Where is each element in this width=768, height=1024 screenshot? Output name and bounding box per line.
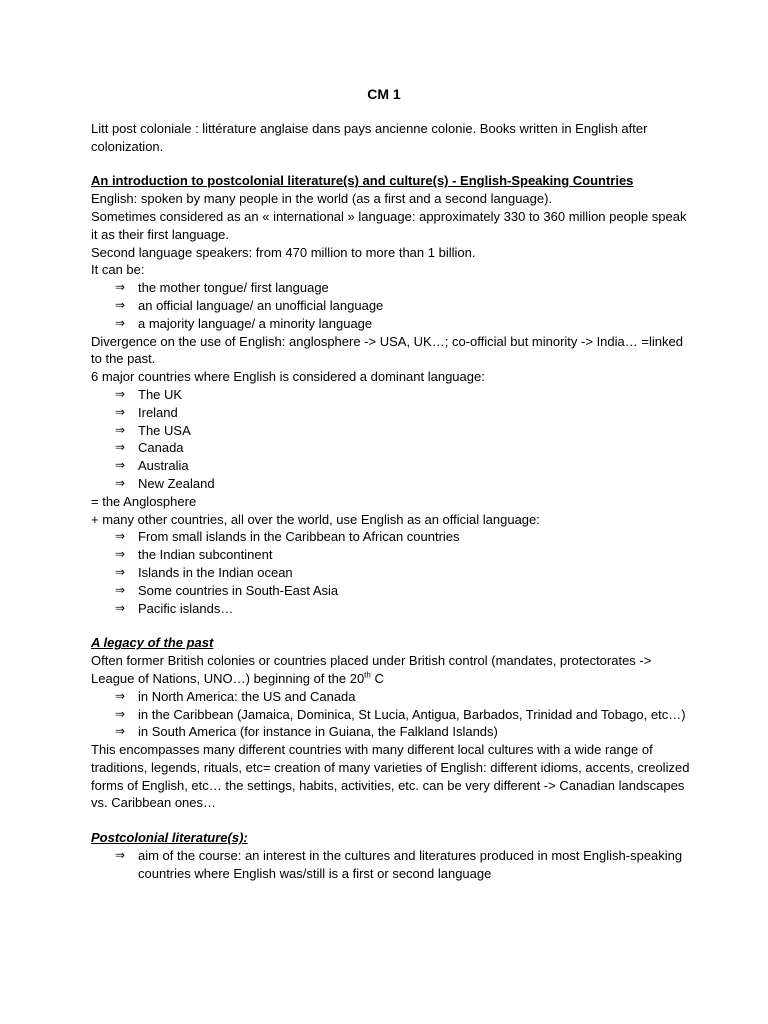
paragraph-line: Sometimes considered as an « international » language: approximately 330 to 360 million people speak it as their first language. <box>91 208 687 242</box>
list-other-countries <box>91 528 691 617</box>
list-item: ⇒ From small islands in the Caribbean to African countries <box>115 529 460 545</box>
arrow-icon: ⇒ <box>115 706 126 721</box>
paragraph-line: + many other countries, all over the world, use English as an official language: <box>91 511 540 527</box>
arrow-icon: ⇒ <box>115 688 126 703</box>
paragraph-line: = the Anglosphere <box>91 493 197 509</box>
list-item: ⇒ Pacific islands… <box>115 600 234 616</box>
arrow-icon: ⇒ <box>115 475 126 490</box>
paragraph-line: Second language speakers: from 470 million to more than 1 billion. <box>91 244 476 260</box>
list-item: ⇒ in South America (for instance in Guiana, the Falkland Islands) <box>115 724 498 740</box>
list-countries <box>91 386 691 493</box>
section-heading-introduction: An introduction to postcolonial literature(s) and culture(s) - English-Speaking Countries <box>91 173 634 189</box>
list-item: ⇒ Canada <box>115 440 184 456</box>
list-item: ⇒ The UK <box>115 386 183 402</box>
section-heading-legacy: A legacy of the past <box>91 635 214 651</box>
arrow-icon: ⇒ <box>115 564 126 579</box>
paragraph-line: Often former British colonies or countries placed under British control (mandates, protectorates -> League of Nations, UNO…) beginning of the 20th C <box>91 653 652 686</box>
list-item: ⇒ The USA <box>115 422 191 438</box>
list-regions <box>91 688 691 741</box>
arrow-icon: ⇒ <box>115 600 126 615</box>
list-item: ⇒ Ireland <box>115 404 178 420</box>
list-item: ⇒ New Zealand <box>115 475 215 491</box>
arrow-icon: ⇒ <box>115 529 126 544</box>
arrow-icon: ⇒ <box>115 404 126 419</box>
list-item: ⇒ Australia <box>115 458 189 474</box>
page-title: CM 1 <box>367 86 401 102</box>
list-item: ⇒ Islands in the Indian ocean <box>115 564 293 580</box>
list-postcolonial <box>91 847 691 883</box>
arrow-icon: ⇒ <box>115 422 126 437</box>
arrow-icon: ⇒ <box>115 458 126 473</box>
list-item: ⇒ Some countries in South-East Asia <box>115 582 339 598</box>
paragraph-line: This encompasses many different countries with many different local cultures with a wide range of traditions, legends, rituals, etc= creation of many varieties of English: different idioms, accents, creolized forms of English, etc… the settings, habits, activities, etc. can be very different -> Canadian landscapes vs. Caribbean ones… <box>91 742 690 811</box>
list-item: ⇒ in the Caribbean (Jamaica, Dominica, St Lucia, Antigua, Barbados, Trinidad and Tobago, etc…) <box>115 706 686 722</box>
arrow-icon: ⇒ <box>115 280 126 295</box>
arrow-icon: ⇒ <box>115 440 126 455</box>
paragraph-line: English: spoken by many people in the world (as a first and a second language). <box>91 191 553 207</box>
arrow-icon: ⇒ <box>115 386 126 401</box>
arrow-icon: ⇒ <box>115 547 126 562</box>
list-item: ⇒ a majority language/ a minority language <box>115 315 373 331</box>
paragraph-line: It can be: <box>91 262 145 278</box>
paragraph-line: 6 major countries where English is considered a dominant language: <box>91 369 485 385</box>
list-item: ⇒ the mother tongue/ first language <box>115 280 329 296</box>
list-can-be <box>91 279 691 332</box>
list-item: ⇒ the Indian subcontinent <box>115 547 273 563</box>
arrow-icon: ⇒ <box>115 582 126 597</box>
arrow-icon: ⇒ <box>115 297 126 312</box>
arrow-icon: ⇒ <box>115 724 126 739</box>
arrow-icon: ⇒ <box>115 315 126 330</box>
list-item: ⇒ in North America: the US and Canada <box>115 688 356 704</box>
intro-paragraph: Litt post coloniale : littérature anglaise dans pays ancienne colonie. Books written in English after colonization. <box>91 120 648 154</box>
list-item: ⇒ aim of the course: an interest in the cultures and literatures produced in most English-speaking countries where English was/still is a first or second language <box>115 848 683 881</box>
list-item: ⇒ an official language/ an unofficial language <box>115 297 384 313</box>
section-heading-postcolonial: Postcolonial literature(s): <box>91 830 248 846</box>
arrow-icon: ⇒ <box>115 848 126 863</box>
document-body <box>91 86 691 883</box>
paragraph-line: Divergence on the use of English: anglosphere -> USA, UK…; co-official but minority -> India… =linked to the past. <box>91 333 683 367</box>
